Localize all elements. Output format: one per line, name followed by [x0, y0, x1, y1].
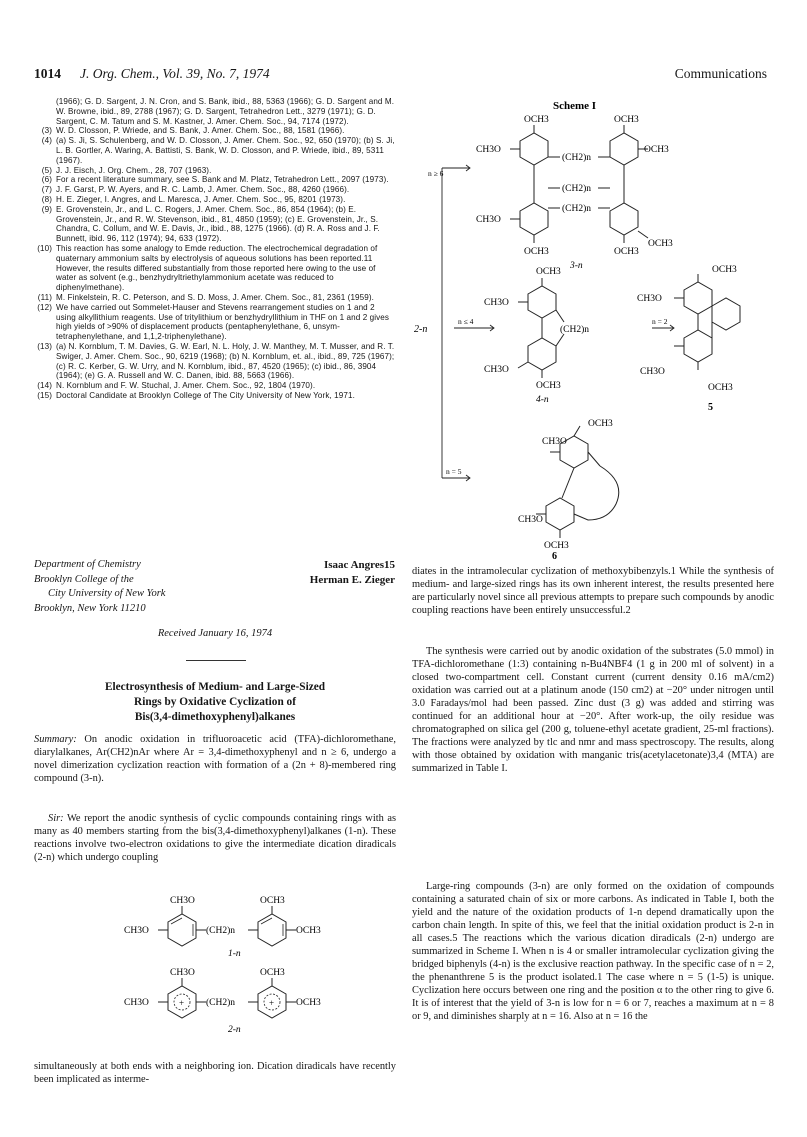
- intro-paragraph: [34, 812, 396, 864]
- meo-label: CH3O: [170, 968, 195, 978]
- radical-plus: +: [269, 998, 275, 1008]
- right-paragraph-2: The synthesis were carried out by anodic oxidation of the substrates (5.0 mmol) in TFA-dichloromethane (1:3) containing n-Bu4NBF4 (1 g in 200 ml of solvent) in a closed two-compartment cell. Constant current (current density 0.16 mA/cm2) oxidation was carried out at a platinum anode (150 cm2) at −20° under nitrogen until 3.0 Faradays/mol had been passed. Zinc dust (3 g) was added and stirring was continued for an additional hour at −20°. After work-up, the oily residue was chromatographed on silica gel (200 g, toluene-ethyl acetate gradient, 25-ml fractions). The fractions were analyzed by tlc and nmr and mass spectroscopy. The results, along with those obtained by oxidation with manganic tris(acetylacetonate)3,4 (MTA) are summarized in Table I.: [412, 646, 774, 775]
- ome-label: OCH3: [708, 383, 733, 393]
- reference-text: For a recent literature summary, see S. Bank and M. Platz, Tetrahedron Lett., 2097 (1973).: [56, 175, 389, 185]
- arrow-label: n = 2: [652, 317, 668, 326]
- structure-2n: [124, 968, 321, 1035]
- section-label: Communications: [674, 66, 767, 81]
- reference-number: (14): [37, 381, 52, 391]
- reference-item: [34, 342, 396, 381]
- ome-label: OCH3: [536, 267, 561, 277]
- reference-text: We have carried out Sommelet-Hauser and Stevens rearrangement studies on 1 and 2 using alkyllithium reagents. Use of tritylithium or benzhydryllithium in THF on 1 and 2 gives high yields of >90% of displacement products (pentaphenylethane, 6, unsym-tetraphenylethane, and 1,1,2-triphenylethane).: [56, 302, 390, 342]
- intro-text: We report the anodic synthesis of cyclic compounds containing rings with as many as 40 members starting from the bis(3,4-dimethoxyphenyl)alkanes (1-n). These reactions involve two-electron oxidations to give the intermediate dication diradicals (2-n) which undergo coupling: [34, 813, 396, 864]
- summary-label: Summary:: [34, 734, 77, 745]
- article-title: [34, 680, 396, 725]
- affiliation-line: Department of Chemistry: [34, 559, 141, 570]
- ome-label: CH3O: [170, 896, 195, 906]
- reference-item: [34, 391, 396, 401]
- meo-label: CH3O: [484, 298, 509, 308]
- reference-text: E. Grovenstein, Jr., and L. C. Rogers, J. Amer. Chem. Soc., 86, 854 (1964); (b) E. Grovenstein, Jr., and R. W. Stevenson, ibid., 81, 4850 (1959); (c) E. Grovenstein, Jr., S. Chandra, C. Collum, and W. E. Davis, Jr., ibid., 88, 1275 (1966). (d) R. A. Ross and J. F. Bunnett, ibid. 96, 112 (1974); 94, 633 (1972).: [56, 204, 380, 244]
- right-paragraph-1: diates in the intramolecular cyclization of methoxybibenzyls.1 While the synthesis of medium- and large-sized rings has its own inherent interest, the results presented here are particularly novel since all previous attempts to prepare such compounds by anodic coupling reactions have been entirely unsuccessful.2: [412, 566, 774, 617]
- reference-item: [34, 166, 396, 176]
- reference-item: [34, 175, 396, 185]
- divider: [186, 660, 246, 661]
- chain-label: (CH2)n: [562, 184, 592, 194]
- reference-item: [34, 126, 396, 136]
- summary-paragraph: [34, 733, 396, 785]
- reference-text: J. F. Garst, P. W. Ayers, and R. C. Lamb, J. Amer. Chem. Soc., 88, 4260 (1966).: [56, 185, 350, 195]
- arrow-label: n = 5: [446, 467, 462, 476]
- reference-text: Doctoral Candidate at Brooklyn College of The City University of New York, 1971.: [56, 390, 355, 400]
- affiliation-line: Brooklyn College of the: [34, 573, 134, 585]
- reference-number: (11): [37, 292, 52, 302]
- journal-citation: [80, 66, 270, 82]
- reference-item: [34, 293, 396, 303]
- chain-label: (CH2)n: [206, 998, 236, 1008]
- meo-label: CH3O: [518, 515, 543, 525]
- received-date: Received January 16, 1974: [157, 628, 273, 639]
- reference-text: (a) S. Ji, S. Schulenberg, and W. D. Closson, J. Amer. Chem. Soc., 92, 650 (1970); (b) S. Ji, L. B. Gortler, A. Waring, A. Battisti, S. Bank, W. D. Closson, and P. Wriede, ibid., 89, 5311 (1967).: [56, 136, 395, 165]
- reference-text: This reaction has some analogy to Emde reduction. The electrochemical degradation of quaternary ammonium salts by electrolysis of aqueous solutions has been reported.11 However, the results differed substantially from those reported here owing to the use of water as solvent (e.g., benzhydryltriethylammonium acetate was reduced to diphenylmethane).: [56, 243, 378, 293]
- affiliation: [34, 558, 254, 616]
- meo-label: CH3O: [124, 926, 149, 936]
- ome-label: OCH3: [614, 115, 639, 125]
- ome-label: OCH3: [712, 265, 737, 275]
- right-paragraph-3: Large-ring compounds (3-n) are only formed on the oxidation of compounds containing a saturated chain of six or more carbons. As indicated in Table I, both the yield and the nature of the oxidation products of 1-n depend dramatically upon the carbon chain length. In spite of this, we feel that the initial oxidation product is 2-n in all cases.5 The reactions which the various dication diradicals (2-n) undergo are summarized in Scheme I. When n is 4 or smaller intramolecular cyclization giving the bridged biphenyls (4-n) is the exclusive reaction pathway. In the specific case of n = 2, the phenanthrene 5 is the product isolated.1 The case where n = 5 (1-5) is unique. Cyclization here occurs between one ring and the position α to the other ring to give 6. It is of interest that the yield of 3-n is low for n = 6 or 7, reaches a maximum at n = 8 or 9, and diminishes sharply at n = 16. Also at n = 16 the: [412, 881, 774, 1023]
- reference-number: (15): [37, 390, 52, 400]
- summary-text: On anodic oxidation in trifluoroacetic acid (TFA)-dichloromethane, diarylalkanes, Ar(CH2)nAr where Ar = 3,4-dimethoxyphenyl and n ≥ 6, undergo a novel dimerization cyclization reaction with formation of a (2n + 8)-membered ring compound (3-n).: [34, 734, 396, 785]
- reference-number: (10): [37, 243, 52, 253]
- label-4n: 4-n: [536, 395, 549, 405]
- authors: [240, 558, 395, 587]
- structure-4n: [518, 278, 564, 378]
- label-3n: 3-n: [570, 261, 583, 271]
- structure-1n: [124, 896, 321, 959]
- reference-number: (13): [37, 341, 52, 351]
- ome-label: OCH3: [296, 926, 321, 936]
- reference-item: [34, 381, 396, 391]
- reference-text: W. D. Closson, P. Wriede, and S. Bank, J. Amer. Chem. Soc., 88, 1581 (1966).: [56, 126, 345, 136]
- chain-label: (CH2)n: [562, 204, 592, 214]
- meo-label: CH3O: [637, 294, 662, 304]
- meo-label: CH3O: [476, 215, 501, 225]
- ome-label: OCH3: [260, 968, 285, 978]
- meo-label: CH3O: [640, 367, 665, 377]
- reference-item: [34, 136, 396, 165]
- reference-text: (1966); G. D. Sargent, J. N. Cron, and S. Bank, ibid., 88, 5363 (1966); G. D. Sargent and M. W. Browne, ibid., 89, 2788 (1967); G. D. Sargent, Tetrahedron Lett., 3279 (1971); G. D. Sargent, C. M. Tatum and S. M. Kastner, J. Amer. Chem. Soc., 94, 7174 (1972).: [56, 97, 395, 126]
- reference-item: [34, 195, 396, 205]
- reference-item: [34, 185, 396, 195]
- meo-label: CH3O: [542, 437, 567, 447]
- ome-label: OCH3: [544, 541, 569, 551]
- ome-label: OCH3: [588, 419, 613, 429]
- title-line: Rings by Oxidative Cyclization of: [134, 696, 296, 708]
- ome-label: OCH3: [648, 239, 673, 249]
- left-continuation: simultaneously at both ends with a neighboring ion. Dication diradicals have recently been implicated as interme-: [34, 1061, 396, 1086]
- label-2n: 2-n: [228, 1025, 241, 1035]
- reference-item: [34, 97, 396, 126]
- reference-number: (7): [41, 185, 52, 195]
- structure-5: [674, 274, 740, 370]
- reference-text: M. Finkelstein, R. C. Peterson, and S. D. Moss, J. Amer. Chem. Soc., 81, 2361 (1959).: [56, 292, 374, 302]
- reference-number: (6): [41, 175, 52, 185]
- radical-plus: +: [179, 998, 185, 1008]
- affiliation-line: City University of New York: [48, 588, 166, 599]
- branch-arrows: [442, 165, 674, 481]
- reference-number: (8): [41, 194, 52, 204]
- reference-item: [34, 205, 396, 244]
- meo-label: CH3O: [484, 365, 509, 375]
- journal-name: J. Org. Chem., Vol. 39, No. 7, 1974: [80, 66, 270, 81]
- page-number: 1014: [34, 66, 61, 81]
- reference-text: H. E. Zieger, I. Angres, and L. Maresca, J. Amer. Chem. Soc., 95, 8201 (1973).: [56, 194, 346, 204]
- label-2n: 2-n: [414, 324, 428, 335]
- label-6: 6: [552, 551, 557, 562]
- chain-label: (CH2)n: [206, 926, 236, 936]
- reference-number: (5): [41, 165, 52, 175]
- ome-label: OCH3: [296, 998, 321, 1008]
- ome-label: OCH3: [644, 145, 669, 155]
- chain-label: (CH2)n: [562, 153, 592, 163]
- sir-label: Sir:: [48, 813, 64, 824]
- reference-number: (9): [41, 204, 52, 214]
- ome-label: OCH3: [536, 381, 561, 391]
- reference-text: (a) N. Kornblum, T. M. Davies, G. W. Earl, N. L. Holy, J. W. Manthey, M. T. Musser, and R. T. Swiger, J. Amer. Chem. Soc., 90, 6219 (1968); (b) N. Kornblum, et. al., ibid., 89, 725 (1967); (c) R. C. Kerber, G. W. Urry, and N. Kornblum, ibid., 87, 4520 (1965); (c) ibid., 86, 3904 (1964); (e) G. A. Russell and W. C. Danen, ibid. 88, 5663 (1966).: [56, 341, 395, 381]
- author-name: Herman E. Zieger: [309, 573, 395, 586]
- affiliation-line: Brooklyn, New York 11210: [34, 602, 146, 614]
- meo-label: CH3O: [476, 145, 501, 155]
- structures-1n-2n: [110, 892, 340, 1062]
- label-5: 5: [708, 402, 713, 413]
- ome-label: OCH3: [524, 115, 549, 125]
- reference-item: [34, 244, 396, 293]
- reference-text: N. Kornblum and F. W. Stuchal, J. Amer. Chem. Soc., 92, 1804 (1970).: [56, 381, 316, 391]
- reference-number: (4): [41, 136, 52, 146]
- title-line: Bis(3,4-dimethoxyphenyl)alkanes: [134, 711, 296, 723]
- scheme-1: [412, 96, 782, 562]
- scheme-title: Scheme I: [553, 100, 597, 112]
- arrow-label: n ≥ 6: [428, 169, 444, 178]
- reference-number: (3): [41, 126, 52, 136]
- ome-label: OCH3: [524, 247, 549, 257]
- reference-number: (12): [37, 302, 52, 312]
- chain-label: (CH2)n: [560, 325, 590, 335]
- title-line: Electrosynthesis of Medium- and Large-Sized: [104, 681, 326, 693]
- arrow-label: n ≤ 4: [458, 317, 474, 326]
- ome-label: OCH3: [614, 247, 639, 257]
- reference-text: J. J. Eisch, J. Org. Chem., 28, 707 (1963).: [56, 165, 212, 175]
- reference-item: [34, 303, 396, 342]
- ome-label: OCH3: [260, 896, 285, 906]
- meo-label: CH3O: [124, 998, 149, 1008]
- author-name: Isaac Angres15: [324, 559, 395, 571]
- reference-number: [34, 97, 56, 126]
- reference-list: [34, 97, 396, 401]
- label-1n: 1-n: [228, 949, 241, 959]
